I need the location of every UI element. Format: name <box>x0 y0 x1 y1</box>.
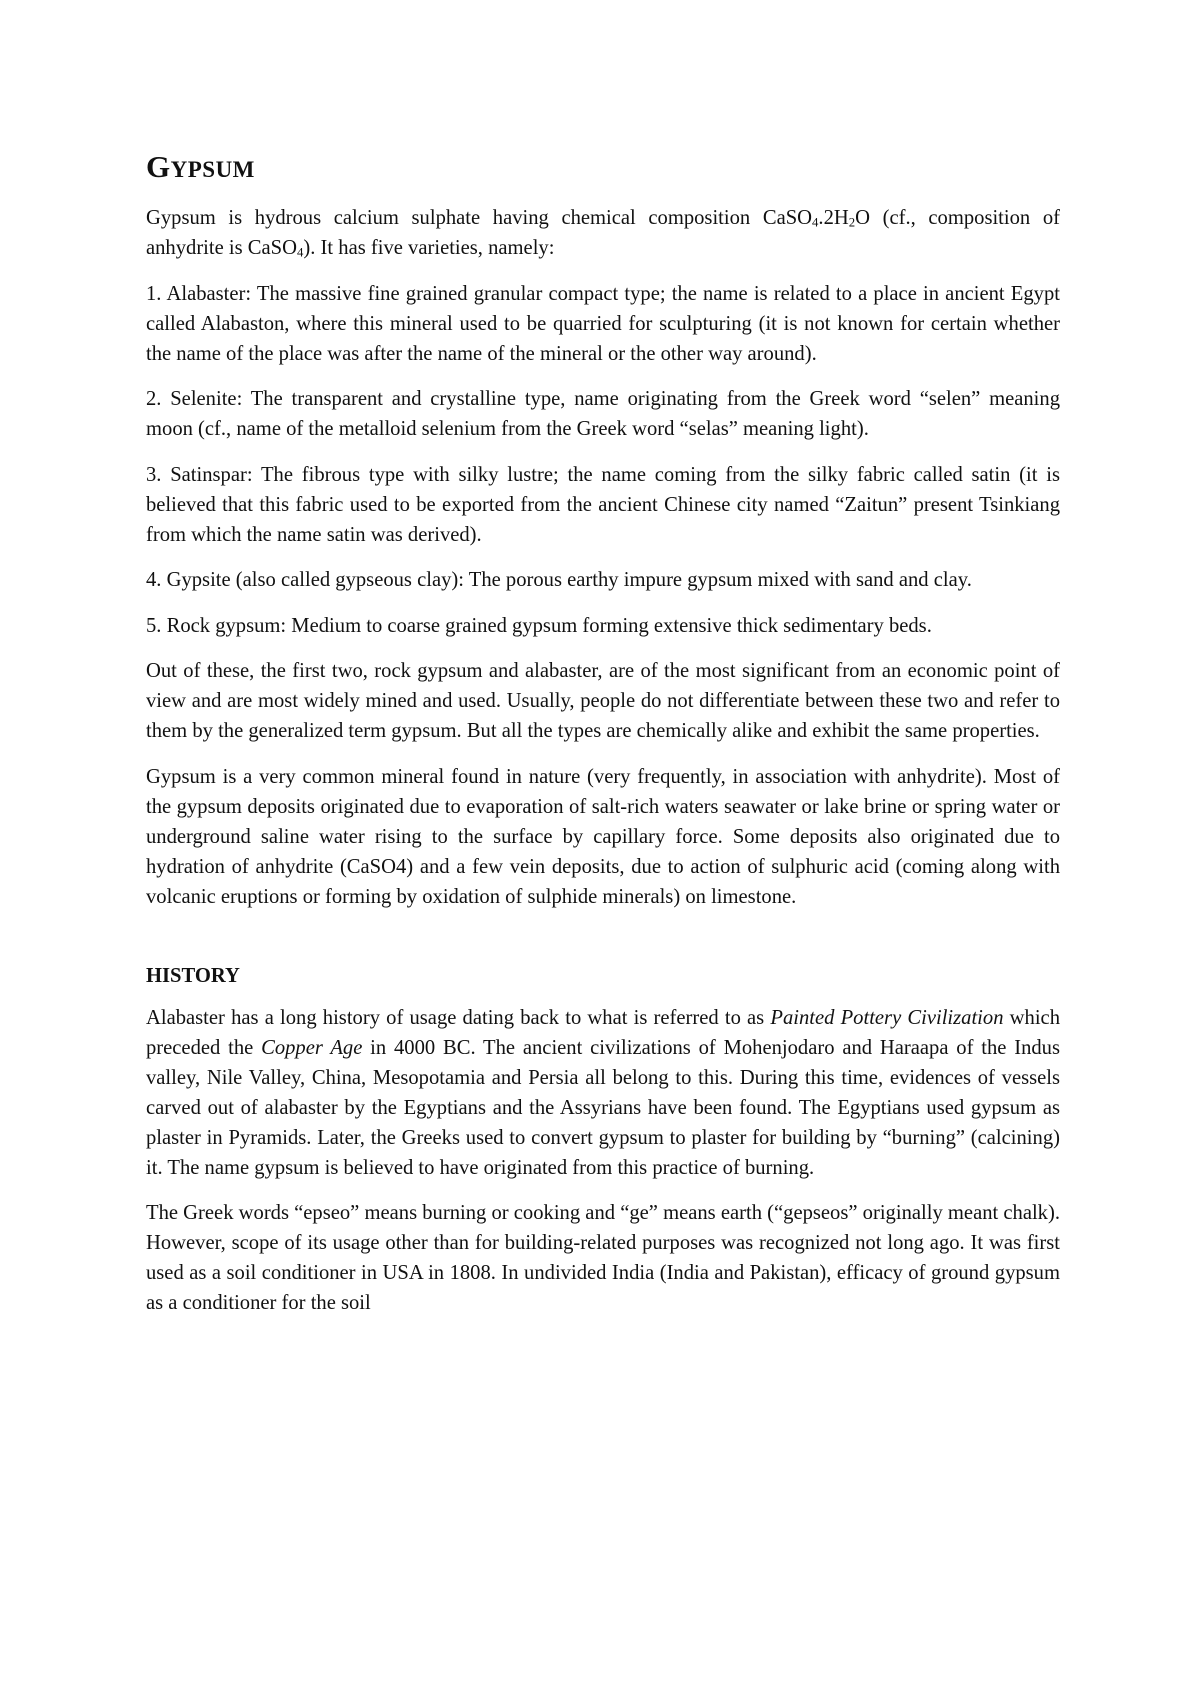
history-paragraph-1 <box>146 1003 1060 1183</box>
history-heading: HISTORY <box>146 964 240 987</box>
intro-subscript-a: 4 <box>812 215 819 230</box>
document-body <box>146 148 1060 1334</box>
intro-subscript-b: 2 <box>848 215 856 230</box>
intro-paragraph <box>146 203 1060 263</box>
document-title <box>146 148 1060 185</box>
history-text-c: in 4000 BC. The ancient civilizations of Mohenjodaro and Haraapa of the Indus valley, Nile Valley, China, Mesopotamia and Persia all belong to this. During this time, evidences of vessels carved out of alabaster by the Egyptians and the Assyrians have been found. The Egyptians used gypsum as plaster in Pyramids. Later, the Greeks used to convert gypsum to plaster for building by “burning” (calcining) it. The name gypsum is believed to have originated from this practice of burning. <box>146 1036 1060 1179</box>
history-text-b: which preceded the <box>146 1006 1060 1059</box>
variety-alabaster: 1. Alabaster: The massive fine grained granular compact type; the name is related to a place in ancient Egypt called Alabaston, where this mineral used to be quarried for sculpturing (it is not known for certain whether the name of the place was after the name of the mineral or the other way around). <box>146 282 1060 365</box>
variety-satinspar: 3. Satinspar: The fibrous type with silky lustre; the name coming from the silky fabric called satin (it is believed that this fabric used to be exported from the ancient Chinese city named “Zaitun” present Tsinkiang from which the name satin was derived). <box>146 463 1060 546</box>
significance-paragraph: Out of these, the first two, rock gypsum and alabaster, are of the most significant from an economic point of view and are most widely mined and used. Usually, people do not differentiate between these two and refer to them by the generalized term gypsum. But all the types are chemically alike and exhibit the same properties. <box>146 660 1060 743</box>
title-initial: G <box>146 149 171 184</box>
history-text-a: Alabaster has a long history of usage dating back to what is referred to as <box>146 1006 771 1029</box>
title-rest: YPSUM <box>170 157 255 182</box>
intro-text-b: .2H <box>818 207 849 230</box>
intro-subscript-c: 4 <box>297 245 304 260</box>
variety-rock-gypsum: 5. Rock gypsum: Medium to coarse grained gypsum forming extensive thick sedimentary beds. <box>146 614 932 637</box>
occurrence-paragraph: Gypsum is a very common mineral found in nature (very frequently, in association with anhydrite). Most of the gypsum deposits originated due to evaporation of salt-rich waters seawater or lake brine or spring water or underground saline water rising to the surface by capillary force. Some deposits also originated due to hydration of anhydrite (CaSO4) and a few vein deposits, due to action of sulphuric acid (coming along with volcanic eruptions or forming by oxidation of sulphide minerals) on limestone. <box>146 765 1060 908</box>
history-emphasis-copper-age: Copper Age <box>261 1036 363 1059</box>
history-emphasis-painted-pottery: Painted Pottery Civilization <box>770 1006 1004 1029</box>
intro-text-d: ). It has five varieties, namely: <box>303 237 555 260</box>
variety-gypsite: 4. Gypsite (also called gypseous clay): The porous earthy impure gypsum mixed with sand and clay. <box>146 569 972 592</box>
variety-selenite: 2. Selenite: The transparent and crystalline type, name originating from the Greek word “selen” meaning moon (cf., name of the metalloid selenium from the Greek word “selas” meaning light). <box>146 388 1060 441</box>
history-paragraph-2: The Greek words “epseo” means burning or cooking and “ge” means earth (“gepseos” originally meant chalk). However, scope of its usage other than for building-related purposes was recognized not long ago. It was first used as a soil conditioner in USA in 1808. In undivided India (India and Pakistan), efficacy of ground gypsum as a conditioner for the soil <box>146 1202 1060 1315</box>
intro-text-c: O (cf., composition of anhydrite is CaSO <box>146 207 1060 260</box>
intro-text-a: Gypsum is hydrous calcium sulphate having chemical composition CaSO <box>146 207 813 230</box>
